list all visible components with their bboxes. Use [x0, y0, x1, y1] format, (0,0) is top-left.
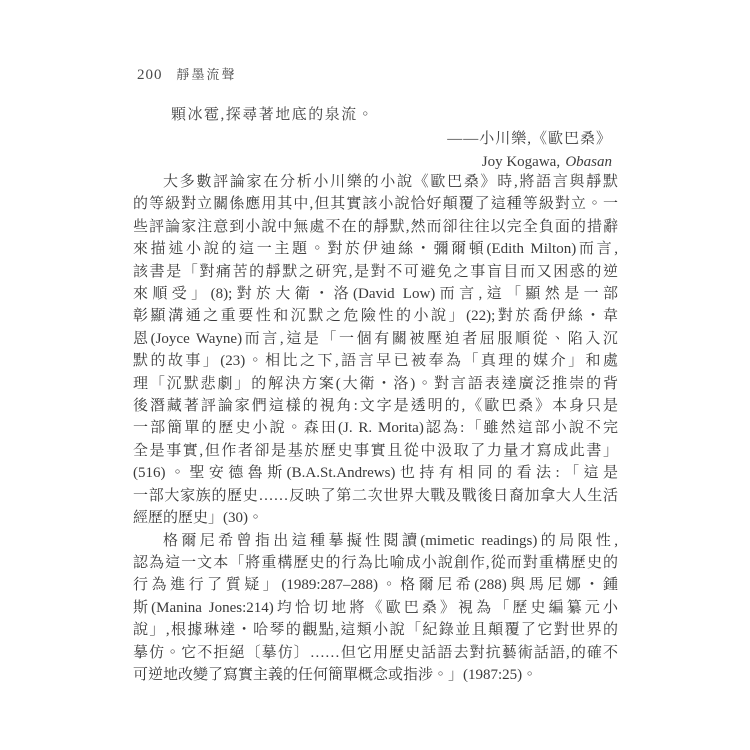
body-line: 恩(Joyce Wayne)而言,這是「一個有關被壓迫者屈服順從、陷入沉 [133, 330, 618, 347]
epigraph-quote: 顆冰雹,探尋著地底的泉流。 [171, 107, 375, 123]
body-line: (516)。聖安德魯斯(B.A.St.Andrews)也持有相同的看法:「這是 [133, 465, 618, 482]
body-line: 些評論家注意到小說中無處不在的靜默,然而卻往往以完全負面的措辭 [133, 218, 618, 235]
body-text [133, 171, 618, 686]
body-line: 彰顯溝通之重要性和沉默之危險性的小說」(22);對於喬伊絲・韋 [133, 308, 618, 325]
body-line: 來順受」(8);對於大衛・洛(David Low)而言,這「顯然是一部 [133, 286, 618, 303]
body-line: 默的故事」(23)。相比之下,語言早已被奉為「真理的媒介」和處 [133, 353, 618, 370]
body-line: 認為這一文本「將重構歷史的行為比喻成小說創作,從而對重構歷史的 [133, 554, 618, 571]
body-line: 摹仿。它不拒絕〔摹仿〕……但它用歷史話語去對抗藝術話語,的確不 [133, 644, 618, 661]
body-line: 斯(Manina Jones:214)均恰切地將《歐巴桑》視為「歷史編纂元小 [133, 599, 618, 616]
paragraph-1 [133, 171, 618, 530]
body-line: 理「沉默悲劇」的解決方案(大衛・洛)。對言語表達廣泛推崇的背 [133, 375, 618, 392]
page-number: 200 [137, 67, 163, 83]
attribution-en [447, 151, 612, 174]
body-line: 經歷的歷史」(30)。 [133, 510, 263, 527]
epigraph-attribution [447, 128, 612, 173]
body-line: 全是事實,但作者卻是基於歷史事實且從中汲取了力量才寫成此書」 [133, 442, 618, 459]
body-line: 一部大家族的歷史……反映了第二次世界大戰及戰後日裔加拿大人生活 [133, 487, 618, 504]
attribution-zh: ——小川樂,《歐巴桑》 [447, 131, 612, 147]
paragraph-2 [133, 530, 618, 687]
body-line: 的等級對立關係應用其中,但其實該小說恰好顛覆了這種等級對立。一 [133, 196, 618, 213]
body-line: 行為進行了質疑」(1989:287–288)。格爾尼希(288)與馬尼娜・鍾 [133, 577, 618, 594]
body-line: 可逆地改變了寫實主義的任何簡單概念或指涉。」(1987:25)。 [133, 666, 538, 683]
body-line: 格爾尼希曾指出這種摹擬性閱讀(mimetic readings)的局限性, [163, 532, 618, 549]
running-title: 靜墨流聲 [176, 67, 237, 82]
attribution-en-book-title: Obasan [565, 153, 612, 170]
body-line: 一部簡單的歷史小說。森田(J. R. Morita)認為:「雖然這部小說不完 [133, 420, 618, 437]
body-line: 該書是「對痛苦的靜默之研究,是對不可避免之事盲目而又困惑的逆 [133, 263, 618, 280]
attribution-en-author: Joy Kogawa, [481, 153, 561, 170]
page-header [137, 64, 237, 84]
body-line: 大多數評論家在分析小川樂的小說《歐巴桑》時,將語言與靜默 [163, 174, 618, 190]
body-line: 後潛藏著評論家們這樣的視角:文字是透明的,《歐巴桑》本身只是 [133, 398, 618, 415]
body-line: 說」,根據琳達・哈琴的觀點,這類小說「紀錄並且顛覆了它對世界的 [133, 622, 618, 639]
body-line: 來描述小說的這一主題。對於伊迪絲・彌爾頓(Edith Milton)而言, [133, 241, 618, 258]
